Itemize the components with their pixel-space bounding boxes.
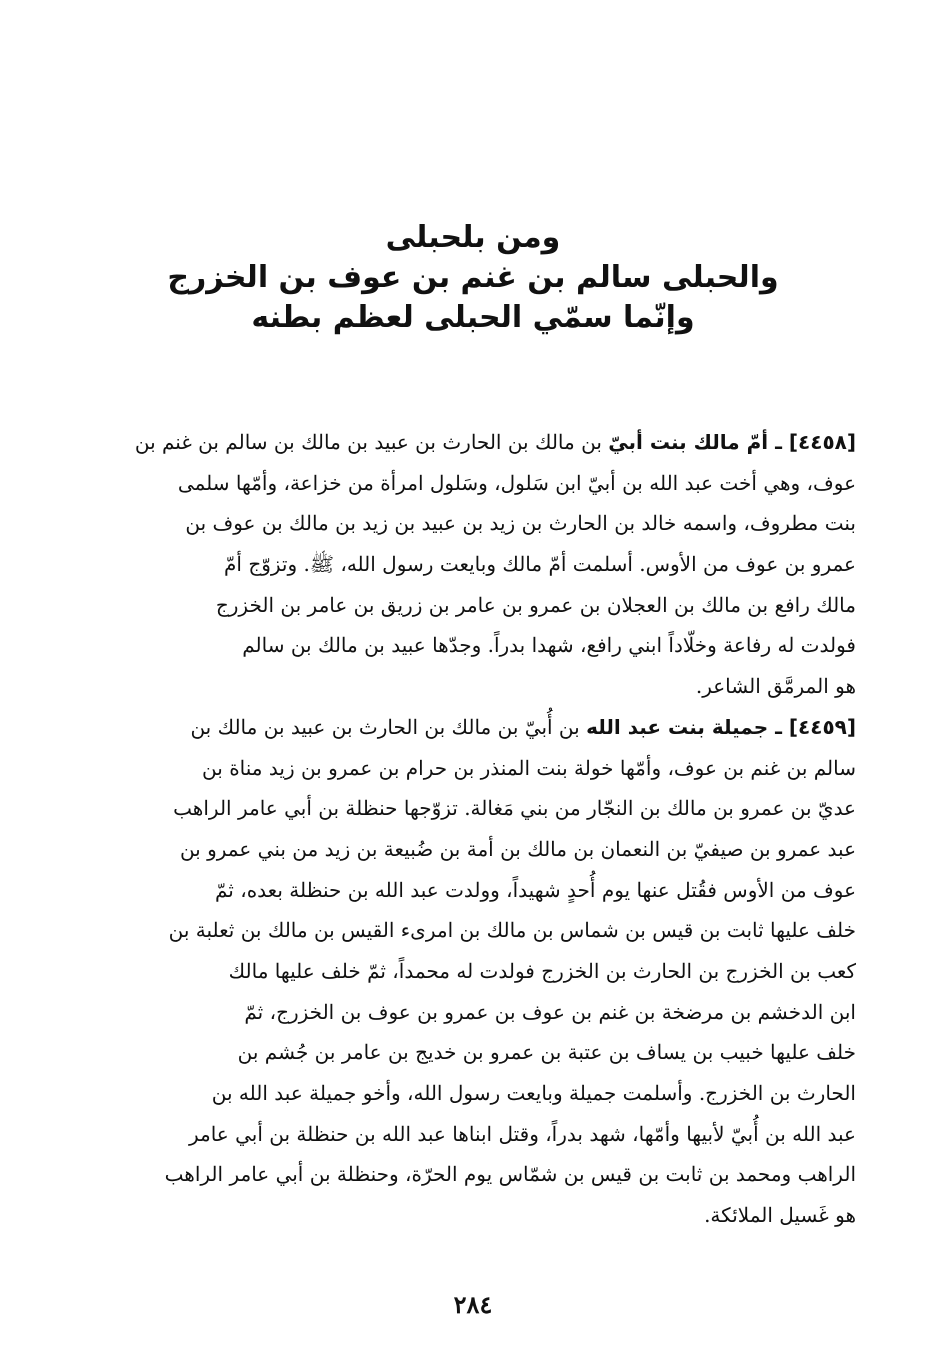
text-line: فولدت له رفاعة وخلّاداً ابني رافع، شهدا بدراً. وجدّها عبيد بن مالك بن سالم <box>242 633 856 658</box>
section-heading <box>120 218 826 338</box>
text-line: مالك رافع بن مالك بن العجلان بن عمرو بن عامر بن زريق بن عامر بن الخزرج <box>215 592 856 617</box>
entry-text: بن أُبيّ بن مالك بن الحارث بن عبيد بن مالك بن <box>190 714 587 739</box>
text-line <box>92 707 856 748</box>
main-text <box>92 422 856 1236</box>
text-line <box>92 422 856 463</box>
text-line: عبد عمرو بن صيفيّ بن النعمان بن مالك بن أمة بن ضُبيعة بن زيد من بني عمرو بن <box>179 836 856 861</box>
text-line: بنت مطروف، واسمه خالد بن الحارث بن زيد بن عبيد بن زيد بن مالك بن عوف بن <box>185 511 856 536</box>
text-line: عوف من الأوس فقُتل عنها يوم أُحدٍ شهيداً، وولدت عبد الله بن حنظلة بعده، ثمّ <box>215 877 856 902</box>
entry-label-4459: [٤٤٥٩] ـ جميلة بنت عبد الله <box>586 714 856 739</box>
text-line: الراهب ومحمد بن ثابت بن قيس بن شمّاس يوم الحرّة، وحنظلة بن أبي عامر الراهب <box>164 1162 856 1187</box>
text-line: خلف عليها ثابت بن قيس بن شماس بن مالك بن امرىء القيس بن مالك بن ثعلبة بن <box>168 918 856 943</box>
heading-line-2: والحبلى سالم بن غنم بن عوف بن الخزرج <box>167 260 779 295</box>
text-line: عبد الله بن أُبيّ لأبيها وأمّها، شهد بدراً، وقتل ابناها عبد الله بن حنظلة بن أبي عامر <box>188 1121 856 1146</box>
text-line: عديّ بن عمرو بن مالك بن النجّار من بني مَغالة. تزوّجها حنظلة بن أبي عامر الراهب <box>173 796 856 821</box>
text-line: كعب بن الخزرج بن الحارث بن الخزرج فولدت له محمداً، ثمّ خلف عليها مالك <box>228 958 856 983</box>
entry-label-4458: [٤٤٥٨] ـ أمّ مالك بنت أبيّ <box>608 430 856 454</box>
text-line: خلف عليها خبيب بن يساف بن عتبة بن عمرو بن خديج بن عامر بن جُشم بن <box>237 1040 856 1065</box>
text-line: عمرو بن عوف من الأوس. أسلمت أمّ مالك وبايعت رسول الله، ﷺ. وتزوّج أمّ <box>224 552 856 577</box>
page-number: ٢٨٤ <box>453 1290 493 1319</box>
entry-text: بن مالك بن الحارث بن عبيد بن مالك بن سالم بن غنم بن <box>134 430 609 454</box>
text-line: عوف، وهي أخت عبد الله بن أبيّ ابن سَلول، وسَلول امرأة من خزاعة، وأمّها سلمى <box>177 470 856 495</box>
text-line: هو المرمَّق الشاعر. <box>695 674 856 699</box>
text-line: هو غَسيل الملائكة. <box>704 1203 856 1228</box>
text-line: الحارث بن الخزرج. وأسلمت جميلة وبايعت رسول الله، وأخو جميلة عبد الله بن <box>211 1081 856 1105</box>
text-line: ابن الدخشم بن مرضخة بن غنم بن عوف بن عمرو بن عوف بن الخزرج، ثمّ <box>244 999 856 1024</box>
text-line: سالم بن غنم بن عوف، وأمّها خولة بنت المنذر بن حرام بن عمرو بن زيد مناة بن <box>202 755 856 780</box>
heading-line-3: وإنّما سمّي الحبلى لعظم بطنه <box>251 300 695 335</box>
heading-line-1: ومن بلحبلى <box>385 220 561 255</box>
